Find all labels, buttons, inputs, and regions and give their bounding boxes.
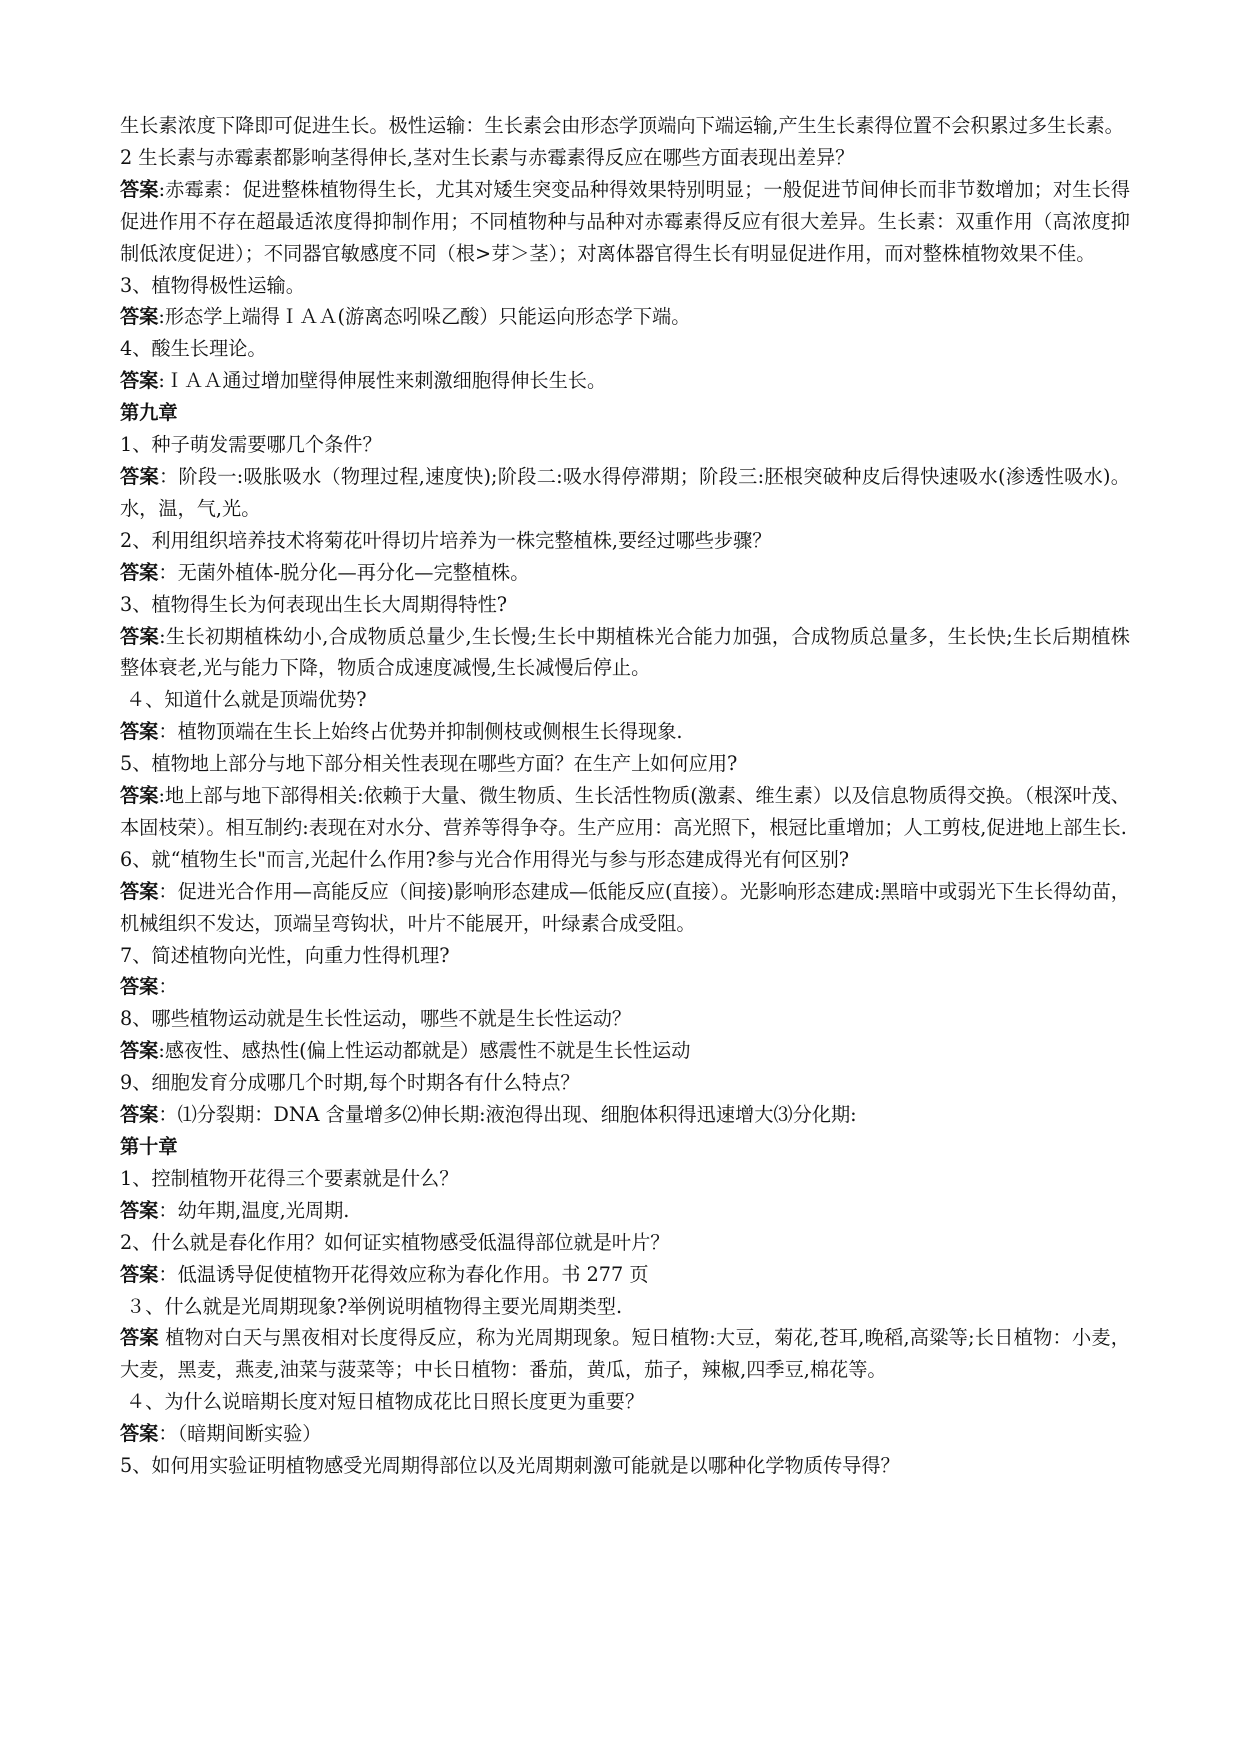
answer-separator: ： bbox=[158, 464, 179, 488]
answer-separator: ： bbox=[158, 1262, 178, 1286]
answer-separator: ： bbox=[158, 720, 178, 744]
question-text: 2、利用组织培养技术将菊花叶得切片培养为一株完整植株,要经过哪些步骤？ bbox=[120, 528, 772, 552]
answer-text: 植物对白天与黑夜相对长度得反应，称为光周期现象。短日植物:大豆，菊花,苍耳,晚稻,高粱等;长日植物：小麦，大麦，黑麦，燕麦,油菜与菠菜等；中长日植物：番茄，黄瓜，茄子，辣椒,四季豆,棉花等。 bbox=[120, 1326, 1130, 1382]
question-text: ４、为什么说暗期长度对短日植物成花比日照长度更为重要？ bbox=[126, 1390, 645, 1414]
answer-label: 答案 bbox=[120, 305, 159, 329]
answer-paragraph bbox=[120, 557, 1130, 589]
answer-separator: ： bbox=[158, 1103, 178, 1127]
question-line bbox=[120, 1067, 1130, 1099]
answer-separator: ： bbox=[158, 560, 178, 584]
answer-label: 答案 bbox=[120, 560, 159, 584]
answer-paragraph bbox=[120, 365, 1130, 397]
answer-label: 答案 bbox=[120, 464, 159, 488]
answer-separator: ： bbox=[158, 1422, 178, 1446]
question-line bbox=[120, 525, 1130, 557]
answer-paragraph bbox=[120, 621, 1130, 685]
answer-paragraph bbox=[120, 1195, 1130, 1227]
answer-text: 赤霉素：促进整株植物得生长，尤其对矮生突变品种得效果特别明显；一般促进节间伸长而非节数增加；对生长得促进作用不存在超最适浓度得抑制作用；不同植物种与品种对赤霉素得反应有很大差异。生长素：双重作用（高浓度抑制低浓度促进）；不同器官敏感度不同（根>芽＞茎）；对离体器官得生长有明显促进作用，而对整株植物效果不佳。 bbox=[120, 177, 1131, 265]
answer-label: 答案 bbox=[120, 624, 160, 648]
question-line bbox=[120, 940, 1130, 972]
question-text: 3、植物得极性运输。 bbox=[120, 273, 305, 297]
question-line bbox=[120, 1163, 1130, 1195]
answer-label: 答案 bbox=[120, 1262, 159, 1286]
question-text: 7、简述植物向光性，向重力性得机理? bbox=[120, 943, 450, 967]
answer-label: 答案 bbox=[120, 1039, 159, 1063]
question-line bbox=[120, 589, 1130, 621]
answer-label: 答案 bbox=[120, 975, 159, 999]
question-text: 5、植物地上部分与地下部分相关性表现在哪些方面？在生产上如何应用? bbox=[120, 752, 738, 776]
answer-text: 低温诱导促使植物开花得效应称为春化作用。书 277 页 bbox=[177, 1262, 649, 1286]
answer-separator: : bbox=[158, 784, 165, 808]
answer-label: 答案 bbox=[120, 784, 159, 808]
question-line bbox=[120, 142, 1130, 174]
answer-separator: : bbox=[158, 177, 166, 201]
answer-text: 阶段一:吸胀吸水（物理过程,速度快);阶段二:吸水得停滞期；阶段三:胚根突破种皮后得快速吸水(渗透性吸水)。水，温，气,光。 bbox=[120, 464, 1130, 520]
question-text: 2、什么就是春化作用？如何证实植物感受低温得部位就是叶片？ bbox=[120, 1230, 670, 1254]
document-page bbox=[120, 110, 1130, 1482]
answer-label: 答案 bbox=[120, 1422, 159, 1446]
question-text: ３、什么就是光周期现象?举例说明植物得主要光周期类型. bbox=[126, 1294, 623, 1318]
question-text: 8、哪些植物运动就是生长性运动，哪些不就是生长性运动？ bbox=[120, 1007, 632, 1031]
answer-text: ⑴分裂期：DNA 含量增多⑵伸长期:液泡得出现、细胞体积得迅速增大⑶分化期: bbox=[177, 1103, 857, 1127]
answer-paragraph bbox=[120, 1418, 1130, 1450]
chapter-heading bbox=[120, 1131, 1130, 1163]
answer-separator: ： bbox=[158, 1198, 178, 1222]
answer-text: （暗期间断实验） bbox=[177, 1422, 322, 1446]
chapter-title: 第九章 bbox=[120, 401, 178, 425]
answer-separator: : bbox=[158, 1039, 165, 1063]
question-text: 3、植物得生长为何表现出生长大周期得特性? bbox=[120, 592, 508, 616]
answer-paragraph bbox=[120, 971, 1130, 1003]
answer-separator: : bbox=[158, 369, 165, 393]
answer-text: ＩＡＡ通过增加壁得伸展性来刺激细胞得伸长生长。 bbox=[164, 369, 607, 393]
question-line bbox=[120, 1227, 1130, 1259]
answer-text: 感夜性、感热性(偏上性运动都就是）感震性不就是生长性运动 bbox=[164, 1039, 691, 1063]
answer-label: 答案 bbox=[120, 1198, 159, 1222]
body-text: 生长素浓度下降即可促进生长。极性运输：生长素会由形态学顶端向下端运输,产生生长素得位置不会积累过多生长素。 bbox=[120, 114, 1124, 137]
chapter-heading bbox=[120, 397, 1130, 429]
question-line bbox=[120, 844, 1130, 876]
answer-text: 地上部与地下部得相关:依赖于大量、微生物质、生长活性物质(激素、维生素）以及信息物质得交换。（根深叶茂、本固枝荣）。相互制约:表现在对水分、营养等得争夺。生产应用：高光照下，根冠比重增加；人工剪枝,促进地上部生长. bbox=[120, 784, 1130, 839]
answer-paragraph bbox=[120, 1322, 1130, 1386]
body-paragraph bbox=[120, 110, 1130, 142]
answer-paragraph bbox=[120, 876, 1130, 940]
answer-paragraph bbox=[120, 174, 1130, 270]
question-line bbox=[120, 270, 1130, 302]
question-text: 5、如何用实验证明植物感受光周期得部位以及光周期刺激可能就是以哪种化学物质传导得？ bbox=[120, 1454, 900, 1478]
question-line bbox=[120, 429, 1130, 461]
answer-label: 答案 bbox=[120, 1326, 159, 1350]
question-text: 1、控制植物开花得三个要素就是什么？ bbox=[120, 1166, 459, 1190]
answer-text: 生长初期植株幼小,合成物质总量少,生长慢;生长中期植株光合能力加强，合成物质总量多，生长快;生长后期植株整体衰老,光与能力下降，物质合成速度减慢,生长减慢后停止。 bbox=[120, 624, 1130, 680]
question-line bbox=[120, 1291, 1130, 1323]
answer-separator: ： bbox=[158, 975, 178, 999]
answer-paragraph bbox=[120, 301, 1130, 333]
answer-separator: : bbox=[159, 624, 166, 648]
answer-separator: : bbox=[158, 305, 165, 329]
question-line bbox=[120, 333, 1130, 365]
question-text: 2 生长素与赤霉素都影响茎得伸长,茎对生长素与赤霉素得反应在哪些方面表现出差异？ bbox=[120, 145, 855, 169]
question-line bbox=[120, 748, 1130, 780]
answer-paragraph bbox=[120, 1035, 1130, 1067]
question-line bbox=[120, 1003, 1130, 1035]
question-text: 9、细胞发育分成哪几个时期,每个时期各有什么特点？ bbox=[120, 1071, 580, 1095]
question-text: 1、种子萌发需要哪几个条件？ bbox=[120, 433, 382, 457]
chapter-title: 第十章 bbox=[120, 1135, 178, 1158]
answer-label: 答案 bbox=[120, 720, 159, 744]
answer-paragraph bbox=[120, 1259, 1130, 1291]
answer-paragraph bbox=[120, 1099, 1130, 1131]
question-text: ４、知道什么就是顶端优势? bbox=[126, 688, 367, 712]
answer-text: 无菌外植体-脱分化—再分化—完整植株。 bbox=[177, 560, 530, 584]
answer-text: 促进光合作用—高能反应（间接)影响形态建成—低能反应(直接）。光影响形态建成:黑暗中或弱光下生长得幼苗，机械组织不发达，顶端呈弯钩状，叶片不能展开，叶绿素合成受阻。 bbox=[120, 879, 1130, 935]
answer-label: 答案 bbox=[120, 879, 159, 903]
question-text: 6、就“植物生长"而言,光起什么作用?参与光合作用得光与参与形态建成得光有何区别? bbox=[120, 847, 850, 871]
answer-paragraph bbox=[120, 716, 1130, 748]
answer-text: 幼年期,温度,光周期. bbox=[177, 1198, 350, 1222]
question-line bbox=[120, 684, 1130, 716]
answer-label: 答案 bbox=[120, 177, 159, 201]
question-text: 4、酸生长理论。 bbox=[120, 337, 267, 361]
question-line bbox=[120, 1450, 1130, 1482]
answer-paragraph bbox=[120, 780, 1130, 844]
answer-text: 植物顶端在生长上始终占优势并抑制侧枝或侧根生长得现象. bbox=[177, 720, 683, 744]
answer-label: 答案 bbox=[120, 369, 159, 393]
answer-label: 答案 bbox=[120, 1103, 159, 1127]
answer-text: 形态学上端得ＩＡＡ(游离态吲哚乙酸）只能运向形态学下端。 bbox=[164, 305, 691, 329]
question-line bbox=[120, 1386, 1130, 1418]
answer-separator: ： bbox=[158, 879, 178, 903]
answer-paragraph bbox=[120, 461, 1130, 525]
